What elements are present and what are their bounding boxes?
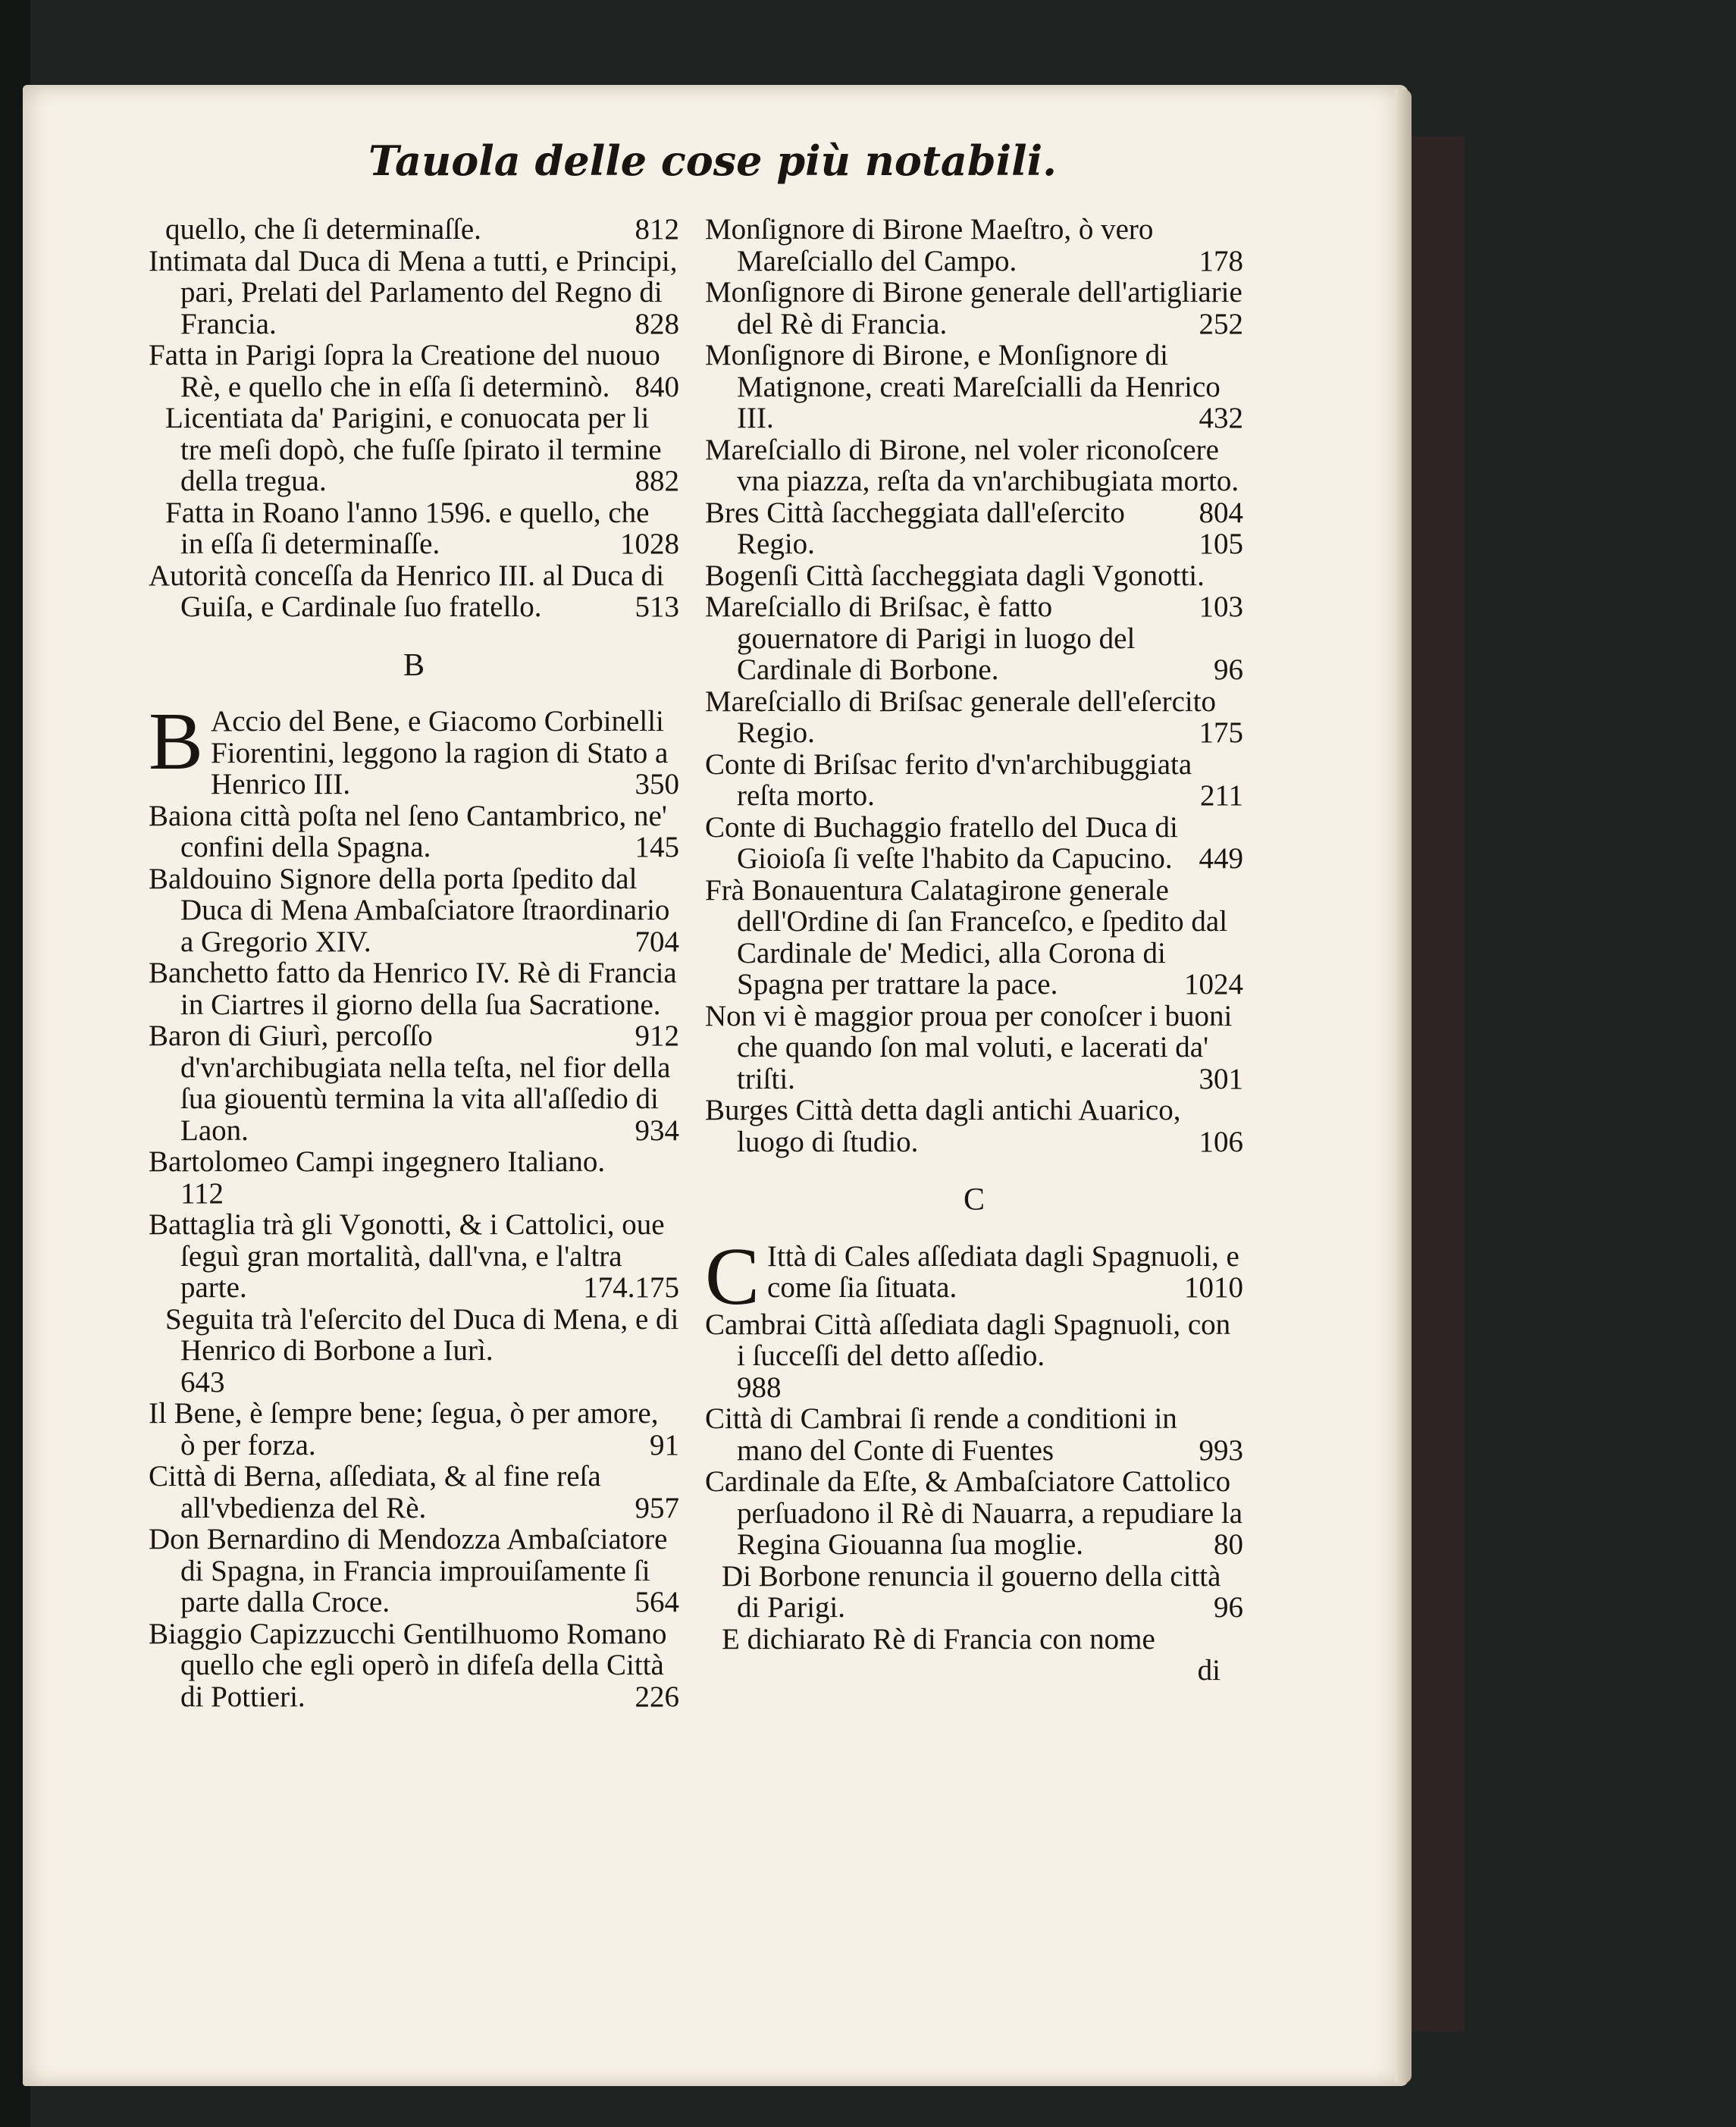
entry-text: Baron di Giurì, percoſſo d'vn'archibugiata nella teſta, nel fior della ſua giouentù termina la vita all'aſſedio di Laon.	[149, 1020, 671, 1147]
section-letter-c: C	[963, 1183, 985, 1217]
page-number: 96	[1214, 1591, 1243, 1624]
index-entry	[705, 1095, 1243, 1157]
page-number: 513	[635, 590, 679, 623]
index-entry	[149, 1524, 679, 1618]
index-entry	[149, 800, 679, 863]
index-entry	[149, 1618, 679, 1713]
index-entry	[149, 1146, 679, 1209]
page-edge	[1395, 89, 1412, 2083]
entry-text: Ittà di Cales aſſediata dagli Spagnuoli, e come ſia ſituata.	[767, 1240, 1239, 1304]
entry-text: Seguita trà l'eſercito del Duca di Mena, e di Henrico di Borbone a Iurì.	[165, 1302, 679, 1367]
page-number: 449	[1199, 842, 1243, 875]
page-number: 988	[737, 1370, 782, 1404]
page-number: 105	[1199, 528, 1243, 560]
page-number: 106	[1199, 1125, 1243, 1158]
running-head: Tauola delle cose più notabili.	[368, 136, 1057, 185]
entry-text: E dichiarato Rè di Francia con nome	[722, 1622, 1155, 1656]
entry-text: Monſignore di Birone Maeſtro, ò vero Mareſciallo del Campo.	[705, 213, 1154, 277]
entry-text: Monſignore di Birone, e Monſignore di Matignone, creati Mareſcialli da Henrico III.	[705, 339, 1221, 434]
index-entry	[149, 957, 679, 1052]
page-number: 432	[1199, 402, 1243, 434]
entry-text: Battaglia trà gli Vgonotti, & i Cattolici, oue ſeguì gran mortalità, dall'vna, e l'altra parte.	[149, 1208, 665, 1304]
page-number: 912	[635, 1020, 679, 1052]
entry-text: Licentiata da' Parigini, e conuocata per li tre meſi dopò, che fuſſe ſpirato il termine della tregua.	[165, 402, 662, 497]
entry-text: Cardinale da Eſte, & Ambaſciatore Cattolico perſuadono il Rè di Nauarra, a repudiare la Regina Giouanna ſua moglie.	[705, 1465, 1243, 1561]
index-entry	[705, 214, 1243, 277]
page-number: 211	[1199, 779, 1243, 812]
right-column	[705, 214, 1243, 1687]
index-entry	[149, 1304, 679, 1399]
entry-text: Don Bernardino di Mendozza Ambaſciatore di Spagna, in Francia improuiſamente ſi parte dalla Croce.	[149, 1523, 668, 1618]
entry-text: Intimata dal Duca di Mena a tutti, e Principi, pari, Prelati del Parlamento del Regno di Francia.	[149, 244, 678, 340]
page-number: 804	[1199, 496, 1243, 529]
page-number: 828	[635, 307, 679, 340]
index-entry	[705, 340, 1243, 434]
entry-text: Città di Cambrai ſi rende a conditioni in mano del Conte di Fuentes	[705, 1402, 1177, 1467]
page-number: 80	[1214, 1528, 1243, 1561]
entry-text: Fatta in Roano l'anno 1596. e quello, che in eſſa ſi determinaſſe.	[165, 496, 650, 560]
page-number: 91	[650, 1428, 679, 1461]
index-entry	[149, 497, 679, 560]
page-number: 1024	[1184, 968, 1243, 1001]
drop-cap: C	[705, 1240, 760, 1309]
page-number: 145	[635, 831, 679, 863]
page-number: 175	[1199, 716, 1243, 749]
page-number: 643	[180, 1365, 225, 1399]
page-number: 252	[1199, 307, 1243, 340]
page-number: 934	[635, 1114, 679, 1147]
entry-text: Monſignore di Birone generale dell'artigliarie del Rè di Francia.	[705, 276, 1242, 340]
index-entry	[149, 1461, 679, 1524]
index-entry	[705, 497, 1243, 560]
entry-text: quello, che ſi determinaſſe.	[165, 213, 481, 246]
entry-text: Conte di Briſsac ferito d'vn'archibuggiata reſta morto.	[705, 747, 1192, 812]
index-entry	[705, 591, 1243, 686]
index-entry-dropcap	[149, 706, 679, 800]
index-entry	[149, 403, 679, 497]
index-entry	[149, 340, 679, 403]
index-entry-dropcap	[705, 1241, 1243, 1309]
entry-text: Banchetto fatto da Henrico IV. Rè di Francia in Ciartres il giorno della ſua Sacratione.	[149, 957, 677, 1021]
index-entry	[149, 214, 679, 246]
entry-text: Conte di Buchaggio fratello del Duca di Gioioſa ſi veſte l'habito da Capucino.	[705, 810, 1178, 875]
index-entry	[149, 1209, 679, 1304]
entry-text: Non vi è maggior proua per conoſcer i buoni che quando ſon mal voluti, e lacerati da' triſti.	[705, 999, 1233, 1095]
entry-text: Bres Città ſaccheggiata dall'eſercito Regio.	[705, 496, 1125, 560]
page-number: 103	[1199, 590, 1243, 623]
catchword: di	[1197, 1654, 1221, 1687]
section-letter-b: B	[403, 647, 425, 683]
index-entry	[149, 1020, 679, 1146]
index-entry	[149, 560, 679, 623]
entry-text: Baldouino Signore della porta ſpedito dal Duca di Mena Ambaſciatore ſtraordinario a Gregorio XIV.	[149, 862, 670, 958]
entry-text: Bogenſi Città ſaccheggiata dagli Vgonotti.	[705, 559, 1205, 592]
page-number: 1028	[620, 528, 679, 560]
page-number: 840	[635, 370, 679, 403]
entry-text: Mareſciallo di Briſsac generale dell'eſercito Regio.	[705, 684, 1217, 749]
entry-text: Burges Città detta dagli antichi Auarico, luogo di ſtudio.	[705, 1094, 1181, 1158]
drop-cap: B	[149, 706, 204, 787]
index-entry	[149, 246, 679, 340]
page-number: 112	[180, 1176, 224, 1210]
index-entry	[705, 1309, 1243, 1404]
entry-text: Cambrai Città aſſediata dagli Spagnuoli, con i ſucceſſi del detto aſſedio.	[705, 1308, 1231, 1372]
entry-text: Mareſciallo di Briſsac, è fatto gouernatore di Parigi in luogo del Cardinale di Borbone.	[705, 590, 1136, 686]
page-number: 993	[1199, 1433, 1243, 1467]
left-column	[149, 214, 679, 1712]
entry-text: Frà Bonauentura Calatagirone generale dell'Ordine di ſan Franceſco, e ſpedito dal Cardinale de' Medici, alla Corona di Spagna per trattare la pace.	[705, 873, 1228, 1001]
page-number: 301	[1199, 1062, 1243, 1095]
page-number: 1010	[1184, 1271, 1243, 1304]
index-entry	[705, 875, 1243, 1001]
page-number: 882	[635, 465, 679, 497]
index-entry	[705, 812, 1243, 875]
page-number: 564	[635, 1586, 679, 1618]
entry-text: Fatta in Parigi ſopra la Creatione del nuouo Rè, e quello che in eſſa ſi determinò.	[149, 339, 660, 403]
index-entry	[705, 1466, 1243, 1561]
index-entry	[705, 277, 1243, 340]
index-entry	[705, 1624, 1243, 1656]
page-number: 226	[635, 1680, 679, 1713]
index-entry	[705, 559, 1243, 623]
entry-text: Città di Berna, aſſediata, & al fine reſa all'vbedienza del Rè.	[149, 1460, 601, 1524]
index-entry	[705, 686, 1243, 749]
entry-text: Il Bene, è ſempre bene; ſegua, ò per amore, ò per forza.	[149, 1397, 659, 1461]
index-entry	[149, 1398, 679, 1461]
entry-text: Accio del Bene, e Giacomo Corbinelli Fiorentini, leggono la ragion di Stato a Henrico III.	[211, 706, 669, 800]
entry-text: Autorità conceſſa da Henrico III. al Duca di Guiſa, e Cardinale ſuo fratello.	[149, 559, 665, 623]
background-cover-edge	[1412, 136, 1465, 2031]
page-number: 174.175	[583, 1271, 679, 1304]
entry-text: Biaggio Capizzucchi Gentilhuomo Romano quello che egli operò in difeſa della Città di Pottieri.	[149, 1617, 667, 1713]
entry-text: Mareſciallo di Birone, nel voler riconoſcere vna piazza, reſta da vn'archibugiata morto.	[705, 433, 1239, 497]
page-number: 178	[1199, 244, 1243, 277]
page-number: 957	[635, 1491, 679, 1524]
entry-text: Di Borbone renuncia il gouerno della città di Parigi.	[722, 1559, 1221, 1624]
index-entry	[149, 863, 679, 958]
index-entry	[705, 749, 1243, 812]
page-number: 350	[635, 768, 679, 800]
index-entry	[705, 1561, 1243, 1624]
entry-text: Baiona città poſta nel ſeno Cantambrico, ne' confini della Spagna.	[149, 799, 667, 863]
index-entry	[705, 1001, 1243, 1095]
entry-text: Bartolomeo Campi ingegnero Italiano.	[149, 1145, 606, 1178]
page-number: 812	[635, 213, 679, 246]
page-number: 96	[1214, 653, 1243, 686]
page-number: 704	[635, 925, 679, 958]
index-entry	[705, 1403, 1243, 1466]
